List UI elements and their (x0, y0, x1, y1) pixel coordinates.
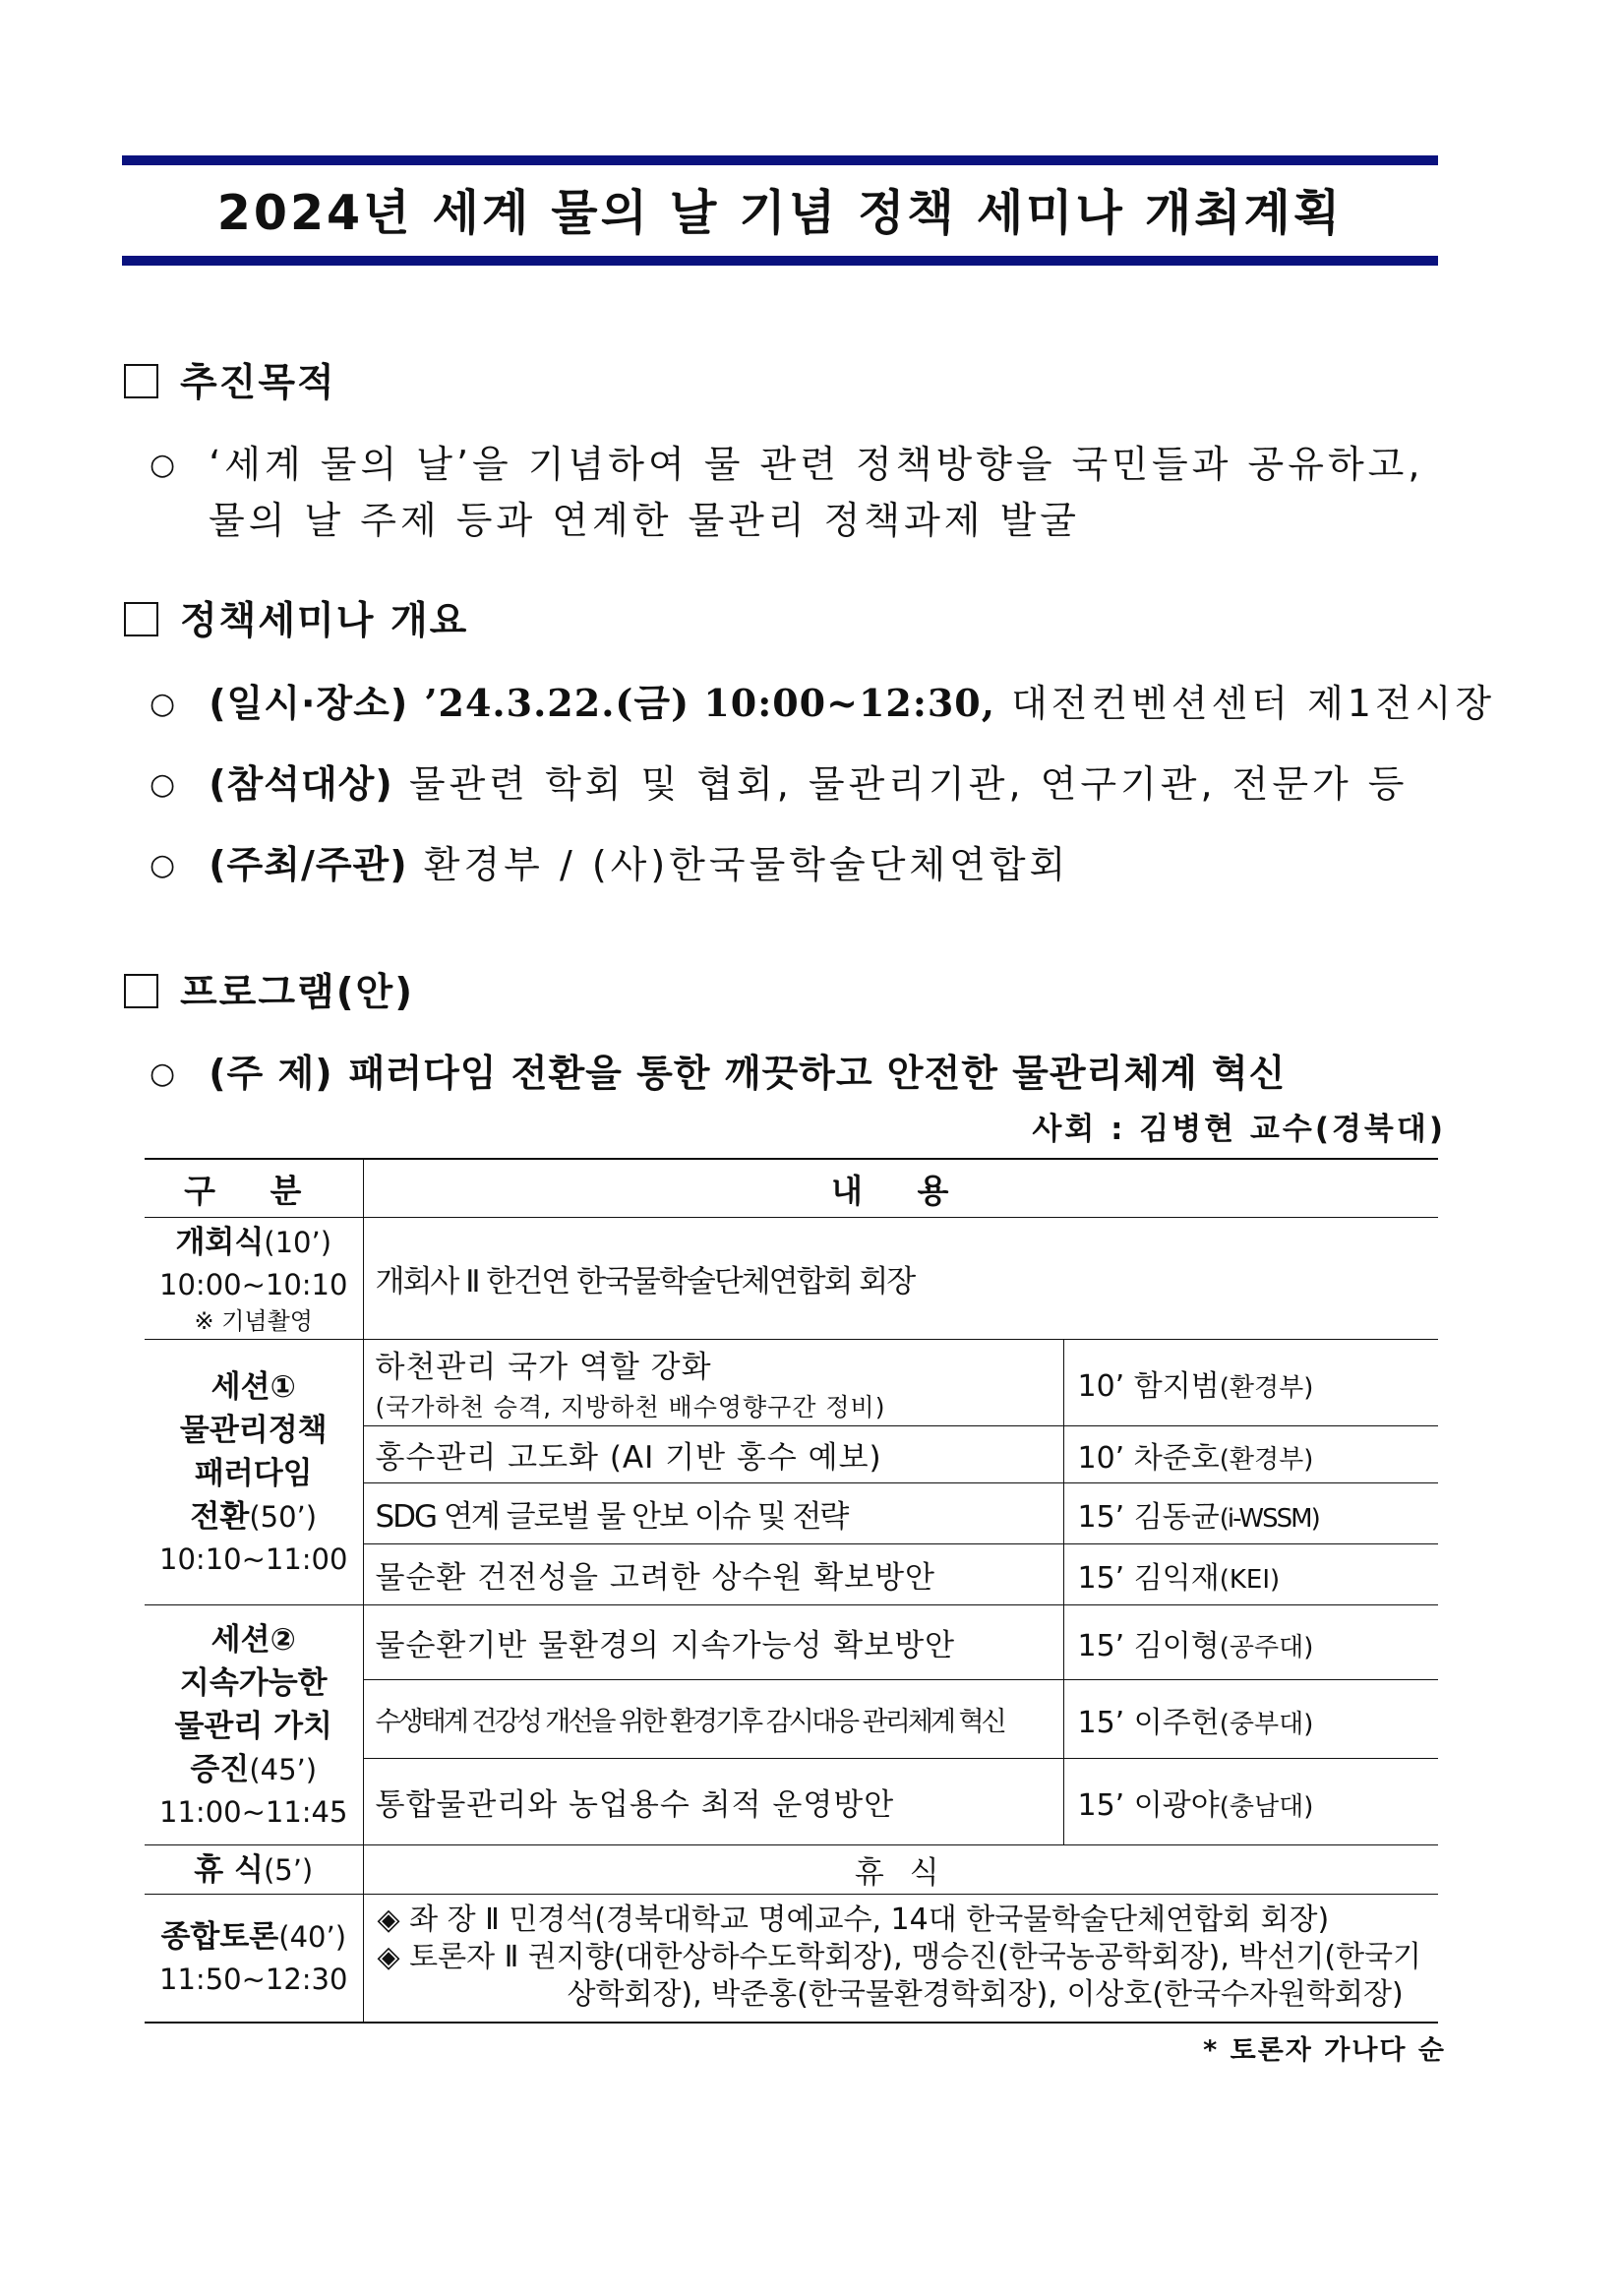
talk-speaker: 10’ 함지범(환경부) (1063, 1340, 1438, 1426)
title-bottom-rule (122, 256, 1438, 266)
talk-topic: 물순환기반 물환경의 지속가능성 확보방안 (363, 1605, 1063, 1680)
table-header-row (145, 1159, 1438, 1218)
section-overview-heading: 정책세미나 개요 (180, 599, 469, 643)
talk-speaker: 15’ 이주헌(중부대) (1063, 1680, 1438, 1759)
circle-bullet-icon: ○ (150, 767, 180, 802)
talk-speaker: 15’ 이광야(충남대) (1063, 1759, 1438, 1845)
talk-speaker: 15’ 김이형(공주대) (1063, 1605, 1438, 1680)
footnote: * 토론자 가나다 순 (1203, 2035, 1446, 2066)
break-content: 휴 식 (363, 1845, 1438, 1895)
talk-speaker: 10’ 차준호(환경부) (1063, 1426, 1438, 1483)
purpose-line-2: 물의 날 주제 등과 연계한 물관리 정책과제 발굴 (209, 499, 1081, 542)
overview-item-attendees: ○ (참석대상) 물관련 학회 및 협회, 물관리기관, 연구기관, 전문가 등 (150, 762, 1409, 806)
section-purpose-heading: 추진목적 (180, 361, 336, 405)
moderator-line: 사회 : 김병현 교수(경북대) (1032, 1112, 1446, 1147)
opening-content: 개회사 Ⅱ 한건연 한국물학술단체연합회 회장 (363, 1218, 1438, 1340)
title-top-rule (122, 155, 1438, 165)
overview-item-datetime: ○ (일시·장소) ’24.3.22.(금) 10:00~12:30, 대전컨벤션센터 제1전시장 (150, 681, 1496, 725)
talk-speaker: 15’ 김익재(KEI) (1063, 1544, 1438, 1605)
opening-cell: 개회식(10’) 10:00~10:10 ※ 기념촬영 (145, 1218, 363, 1340)
circle-bullet-icon: ○ (150, 687, 180, 721)
panel-content (363, 1895, 1438, 2023)
checkbox-square-icon (124, 602, 158, 636)
panel-panelists-line: ◈ 토론자 Ⅱ 권지향(대한상하수도학회장), 맹승진(한국농공학회장), 박선기(한국기 (377, 1940, 1422, 1975)
page-title: 2024년 세계 물의 날 기념 정책 세미나 개최계획 (216, 185, 1344, 241)
session1-cell: 세션① 물관리정책 패러다임 전환(50’) 10:10~11:00 (145, 1340, 363, 1605)
section-program (124, 962, 414, 1017)
talk-topic: 하천관리 국가 역할 강화 (국가하천 승격, 지방하천 배수영향구간 정비) (363, 1340, 1063, 1426)
talk-topic: 통합물관리와 농업용수 최적 운영방안 (363, 1759, 1063, 1845)
header-content: 내 용 (363, 1159, 1438, 1218)
table-row-opening (145, 1218, 1438, 1340)
overview-item-organizers: ○ (주최/주관) 환경부 / (사)한국물학술단체연합회 (150, 843, 1070, 886)
table-row-panel (145, 1895, 1438, 2023)
circle-bullet-icon: ○ (150, 848, 180, 882)
break-cell: 휴 식(5’) (145, 1845, 363, 1895)
circle-bullet-icon: ○ (150, 448, 180, 482)
section-program-heading: 프로그램(안) (180, 971, 415, 1015)
talk-topic: 홍수관리 고도화 (AI 기반 홍수 예보) (363, 1426, 1063, 1483)
table-row (145, 1340, 1438, 1426)
section-purpose (124, 352, 336, 407)
circle-bullet-icon: ○ (150, 1057, 180, 1091)
table-row (145, 1605, 1438, 1680)
checkbox-square-icon (124, 364, 158, 398)
table-row-break (145, 1845, 1438, 1895)
purpose-line-1: ○ ‘세계 물의 날’을 기념하여 물 관련 정책방향을 국민들과 공유하고, (150, 443, 1424, 486)
program-table (145, 1158, 1438, 2024)
panel-panelists-line-2: 상학회장), 박준홍(한국물환경학회장), 이상호(한국수자원학회장) (567, 1977, 1404, 2013)
checkbox-square-icon (124, 974, 158, 1008)
talk-speaker: 15’ 김동균(i-WSSM) (1063, 1483, 1438, 1544)
panel-cell: 종합토론(40’) 11:50~12:30 (145, 1895, 363, 2023)
talk-topic: 물순환 건전성을 고려한 상수원 확보방안 (363, 1544, 1063, 1605)
talk-topic: 수생태계 건강성 개선을 위한 환경기후 감시대응 관리체계 혁신 (363, 1680, 1063, 1759)
header-section: 구 분 (145, 1159, 363, 1218)
panel-chair-line: ◈ 좌 장 Ⅱ 민경석(경북대학교 명예교수, 14대 한국물학술단체연합회 회장) (377, 1903, 1330, 1938)
program-theme: ○ (주 제) 패러다임 전환을 통한 깨끗하고 안전한 물관리체계 혁신 (150, 1052, 1287, 1095)
session2-cell: 세션② 지속가능한 물관리 가치 증진(45’) 11:00~11:45 (145, 1605, 363, 1845)
talk-topic: SDG 연계 글로벌 물 안보 이슈 및 전략 (363, 1483, 1063, 1544)
section-overview (124, 590, 468, 645)
